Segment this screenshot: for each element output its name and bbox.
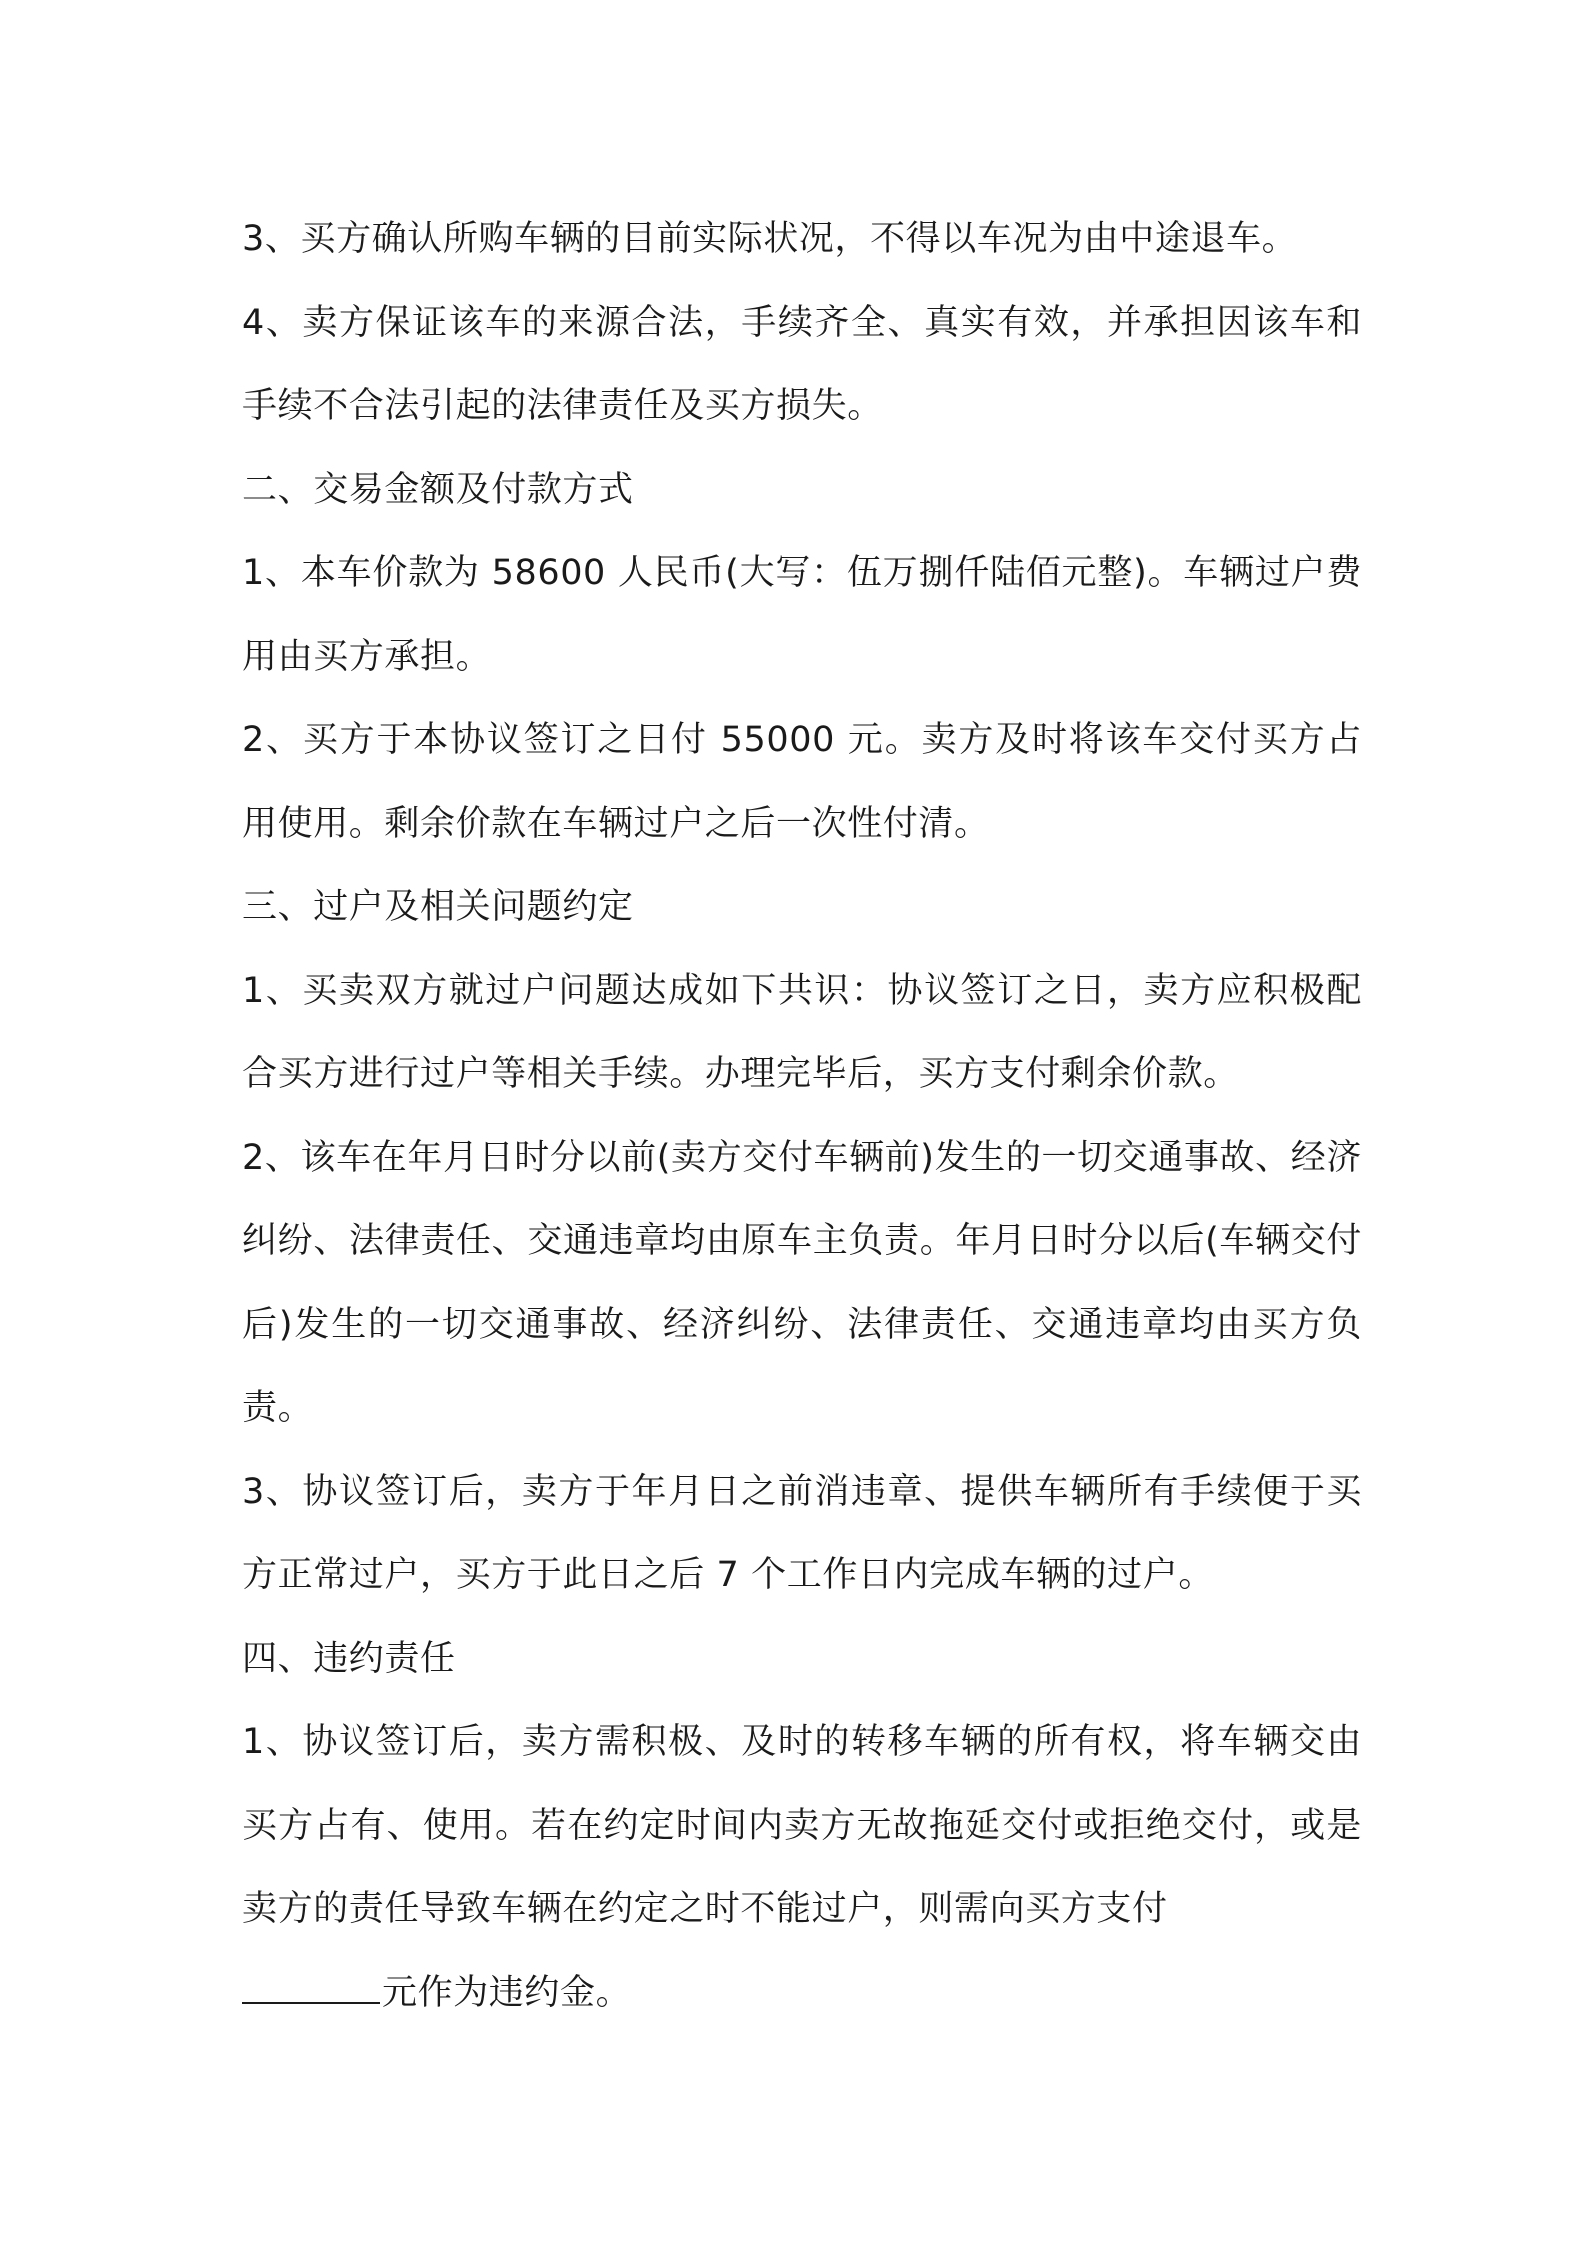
clause-payment: 2、买方于本协议签订之日付 55000 元。卖方及时将该车交付买方占用使用。剩余价款在车辆过户之后一次性付清。 <box>242 720 1362 844</box>
blank-amount-field <box>242 1968 380 2004</box>
penalty-text: 元作为违约金。 <box>382 1972 632 2013</box>
clause-transfer-deadline: 3、协议签订后，卖方于年月日之前消违章、提供车辆所有手续便于买方正常过户，买方于此日之后 7 个工作日内完成车辆的过户。 <box>242 1471 1362 1595</box>
clause-breach: 1、协议签订后，卖方需积极、及时的转移车辆的所有权，将车辆交由买方占有、使用。若在约定时间内卖方无故拖延交付或拒绝交付，或是卖方的责任导致车辆在约定之时不能过户，则需向买方支付 <box>242 1722 1362 1929</box>
clause-liability-period: 2、该车在年月日时分以前(卖方交付车辆前)发生的一切交通事故、经济纠纷、法律责任、交通违章均由原车主负责。年月日时分以后(车辆交付后)发生的一切交通事故、经济纠纷、法律责任、交通违章均由买方负责。 <box>242 1137 1362 1428</box>
clause-4-seller-guarantee: 4、卖方保证该车的来源合法，手续齐全、真实有效，并承担因该车和手续不合法引起的法律责任及买方损失。 <box>242 302 1362 426</box>
section-heading-4: 四、违约责任 <box>242 1638 456 1679</box>
clause-price: 1、本车价款为 58600 人民币(大写：伍万捌仟陆佰元整)。车辆过户费用由买方承担。 <box>242 553 1362 677</box>
section-heading-3: 三、过户及相关问题约定 <box>242 887 634 927</box>
clause-transfer-consensus: 1、买卖双方就过户问题达成如下共识：协议签订之日，卖方应积极配合买方进行过户等相关手续。办理完毕后，买方支付剩余价款。 <box>242 970 1362 1094</box>
section-heading-2: 二、交易金额及付款方式 <box>242 469 634 510</box>
clause-breach-penalty <box>242 1952 1362 2036</box>
clause-3-vehicle-condition: 3、买方确认所购车辆的目前实际状况，不得以车况为由中途退车。 <box>242 219 1298 259</box>
document-body <box>242 198 1362 2035</box>
